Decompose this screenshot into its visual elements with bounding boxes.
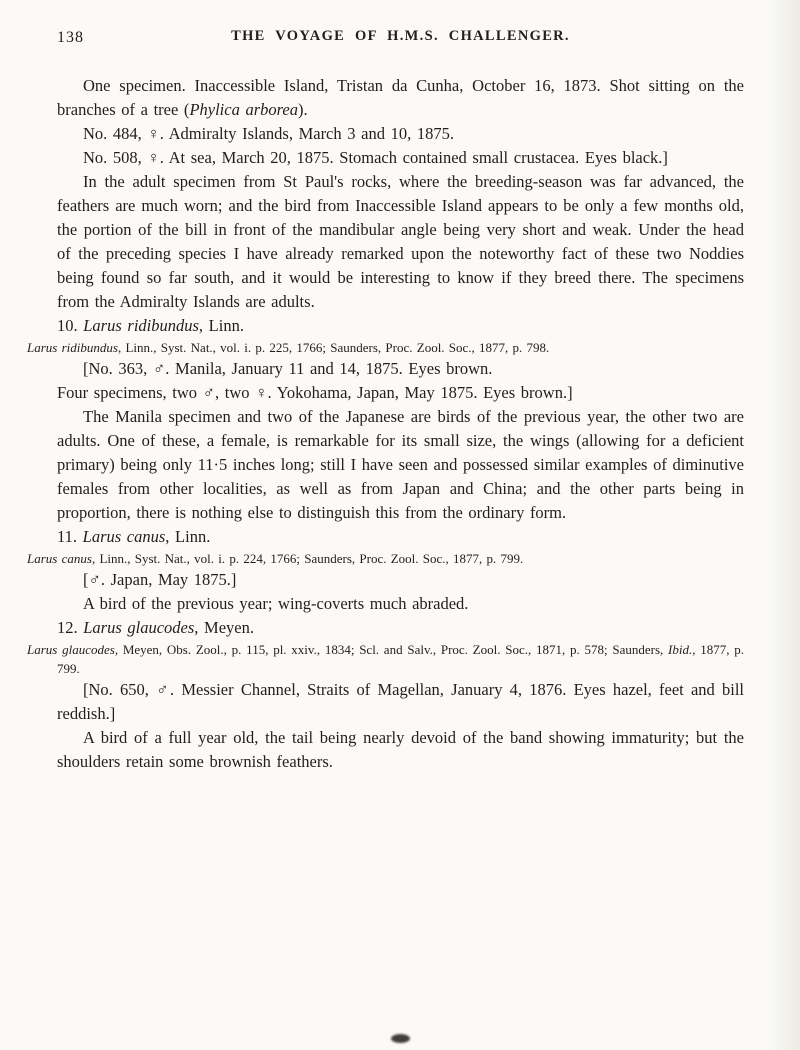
paragraph <box>57 568 744 592</box>
text-segment: [No. 650, ♂. Messier Channel, Straits of Magellan, January 4, 1876. Eyes hazel, feet and bill reddish.] <box>57 680 744 723</box>
text-segment: Larus canus <box>27 551 92 566</box>
text-segment: Phylica arborea <box>189 100 299 119</box>
text-segment: , 1877, p. 799. <box>57 642 744 676</box>
text-segment: In the adult specimen from St Paul's rocks, where the breeding-season was far advanced, the feathers are much worn; and the bird from Inaccessible Island appears to be only a few months old, the portion of the bill in front of the mandibular angle being very short and weak. Under the head of the preceding species I have already remarked upon the noteworthy fact of these two Noddies being found so far south, and it would be interesting to know if they breed there. The specimens from the Admiralty Islands are adults. <box>57 172 744 311</box>
species-heading <box>57 314 744 338</box>
text-segment: Larus glaucodes <box>83 618 195 637</box>
text-segment: A bird of the previous year; wing-coverts much abraded. <box>83 594 469 613</box>
text-segment: 11. <box>57 527 83 546</box>
text-segment: Larus glaucodes <box>27 642 115 657</box>
text-segment: , Linn. <box>165 527 211 546</box>
text-segment: Larus canus <box>82 527 166 546</box>
text-segment: [♂. Japan, May 1875.] <box>83 570 237 589</box>
text-segment: Four specimens, two ♂, two ♀. Yokohama, Japan, May 1875. Eyes brown.] <box>57 383 573 402</box>
paragraph <box>57 357 744 381</box>
text-segment: A bird of a full year old, the tail being nearly devoid of the band showing immaturity; but the shoulders retain some brownish feathers. <box>57 728 744 771</box>
text-segment: , Meyen, Obs. Zool., p. 115, pl. xxiv., 1834; Scl. and Salv., Proc. Zool. Soc., 1871, p. 578; Saunders, <box>114 642 669 657</box>
text-segment: 12. <box>57 618 84 637</box>
paragraph <box>57 678 744 726</box>
paragraph <box>57 592 744 616</box>
text-segment: One specimen. Inaccessible Island, Tristan da Cunha, October 16, 1873. Shot sitting on the branches of a tree ( <box>57 76 744 119</box>
citation <box>27 338 744 357</box>
paragraph <box>57 122 744 146</box>
text-segment: 10. <box>57 316 84 335</box>
text-segment: ). <box>298 100 308 119</box>
citation <box>27 549 744 568</box>
paragraph <box>57 381 744 405</box>
page-content <box>27 74 744 774</box>
running-title: THE VOYAGE OF H.M.S. CHALLENGER. <box>231 28 570 44</box>
paragraph <box>57 405 744 525</box>
text-segment: Larus ridibundus <box>27 340 118 355</box>
text-segment: No. 484, ♀. Admiralty Islands, March 3 and 10, 1875. <box>83 124 454 143</box>
text-segment: , Linn. <box>198 316 244 335</box>
text-segment: Larus ridibundus <box>83 316 199 335</box>
citation <box>27 640 744 678</box>
text-segment: No. 508, ♀. At sea, March 20, 1875. Stomach contained small crustacea. Eyes black.] <box>83 148 668 167</box>
text-segment: The Manila specimen and two of the Japanese are birds of the previous year, the other two are adults. One of these, a female, is remarkable for its small size, the wings (allowing for a deficient primary) being only 11·5 inches long; still I have seen and possessed similar examples of diminutive females from other localities, as well as from Japan and China; and the other parts being in proportion, there is nothing else to distinguish this from the ordinary form. <box>57 407 744 522</box>
scan-artifact <box>391 1034 410 1043</box>
text-segment: , Linn., Syst. Nat., vol. i. p. 225, 1766; Saunders, Proc. Zool. Soc., 1877, p. 798. <box>117 340 550 355</box>
paragraph <box>57 170 744 314</box>
species-heading <box>57 616 744 640</box>
page-number: 138 <box>57 29 84 46</box>
paragraph <box>57 74 744 122</box>
page-header <box>57 28 744 50</box>
text-segment: , Linn., Syst. Nat., vol. i. p. 224, 1766; Saunders, Proc. Zool. Soc., 1877, p. 799. <box>91 551 524 566</box>
paragraph <box>57 726 744 774</box>
text-segment: Ibid. <box>668 642 693 657</box>
species-heading <box>57 525 744 549</box>
text-segment: , Meyen. <box>194 618 254 637</box>
paragraph <box>57 146 744 170</box>
text-segment: [No. 363, ♂. Manila, January 11 and 14, 1875. Eyes brown. <box>83 359 493 378</box>
